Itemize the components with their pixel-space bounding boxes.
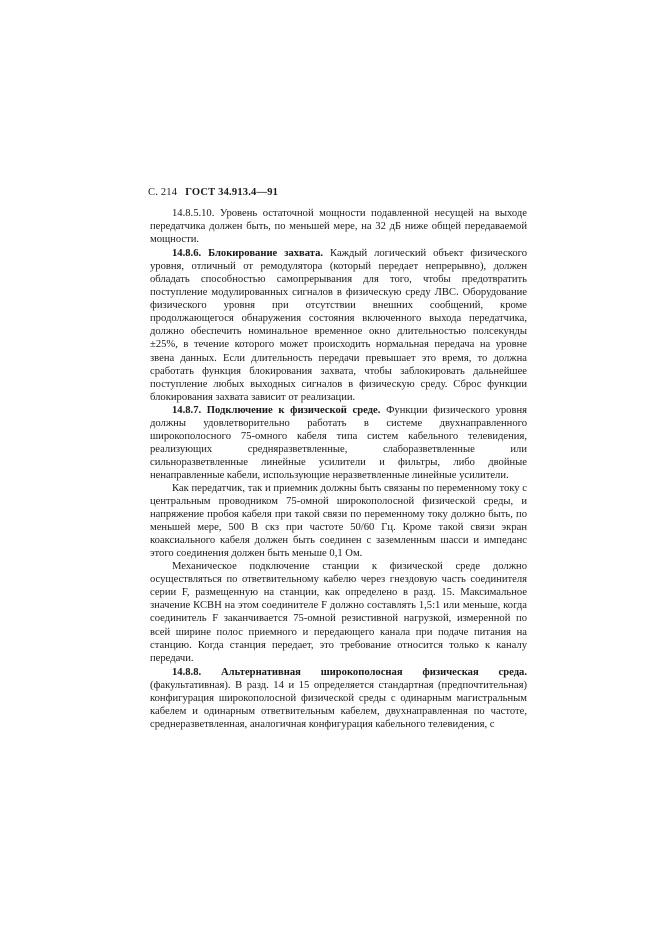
paragraph-14-8-5-10: 14.8.5.10. Уровень остаточной мощности подавленной несущей на выходе передатчика должен быть, по меньшей мере, на 32 дБ ниже общей передаваемой мощности. bbox=[150, 208, 527, 246]
section-heading: 14.8.6. Блокирование захвата. bbox=[172, 248, 324, 260]
page-header bbox=[148, 187, 278, 198]
standard-code: ГОСТ 34.913.4—91 bbox=[185, 187, 279, 198]
paragraph-14-8-6: 14.8.6. Блокирование захвата. Каждый логический объект физического уровня, отличный от ремодулятора (который передает непрерывно), должен обладать способностью самопрерывания для того, чтобы предотвратить поступление модулированных сигналов в физическую среду ЛВС. Оборудование физического уровня при отсутствии внешних сообщений, кроме продолжающегося обнаружения состояния включенного выхода передатчика, должно обеспечить номинальное временное окно длительностью полсекунды ±25%, в течение которого может происходить нормальная передача на уровне звена данных. Если длительность передачи превышает это время, то должна сработать функция блокирования захвата, чтобы заблокировать дальнейшее поступление любых выходных сигналов в физическую среду. Сброс функции блокирования захвата зависит от реализации. bbox=[150, 248, 527, 403]
paragraph-14-8-7: 14.8.7. Подключение к физической среде. Функции физического уровня должны удовлетворительно работать в системе двухнаправленного широкополосного 75-омного кабеля типа систем кабельного телевидения, реализующих средняразветвленные, слаборазветвленные или сильноразветвленные линейные усилители и фильтры, либо двойные ненаправленные кабели, использующие неразветвленные линейные усилители. bbox=[150, 404, 528, 481]
paragraph-mechanical-connection: Механическое подключение станции к физической среде должно осуществляться по ответвительному кабелю через гнездовую часть соединителя серии F, размещенную на станции, как определено в разд. 15. Максимальное значение КСВН на этом соединителе F должно составлять 1,5:1 или меньше, когда соединитель F заканчивается 75-омной резистивной нагрузкой, измеренной по всей ширине полос приемного и передающего канала при подаче питания на станцию. Когда станция передает, это требование относится только к каналу передачи. bbox=[150, 561, 527, 664]
paragraph-ac-coupling: Как передатчик, так и приемник должны быть связаны по переменному току с центральным проводником 75-омной широкополосной физической среды, и напряжение пробоя кабеля при такой связи по переменному току должно быть, по меньшей мере, 500 В скз при частоте 50/60 Гц. Кроме такой связи экран коаксиального кабеля должен быть соединен с заземленным шасси и импеданс этого соединения должен быть меньше 0,1 Ом. bbox=[150, 482, 527, 560]
paragraph-14-8-8: 14.8.8. Альтернативная широкополосная физическая среда. (факультативная). В разд. 14 и 15 определяется стандартная (предпочтительная) конфигурация широкополосной физической среды с одинарным магистральным кабелем и одинарным ответвительным кабелем, двухнаправленная по частоте, среднеразветвленная, аналогичная конфигурация кабельного телевидения, с bbox=[150, 666, 527, 730]
document-body bbox=[150, 207, 527, 731]
page-number: С. 214 bbox=[148, 187, 178, 198]
section-heading: 14.8.8. Альтернативная широкополосная физическая среда. bbox=[172, 666, 527, 678]
section-heading: 14.8.7. Подключение к физической среде. bbox=[172, 404, 381, 416]
